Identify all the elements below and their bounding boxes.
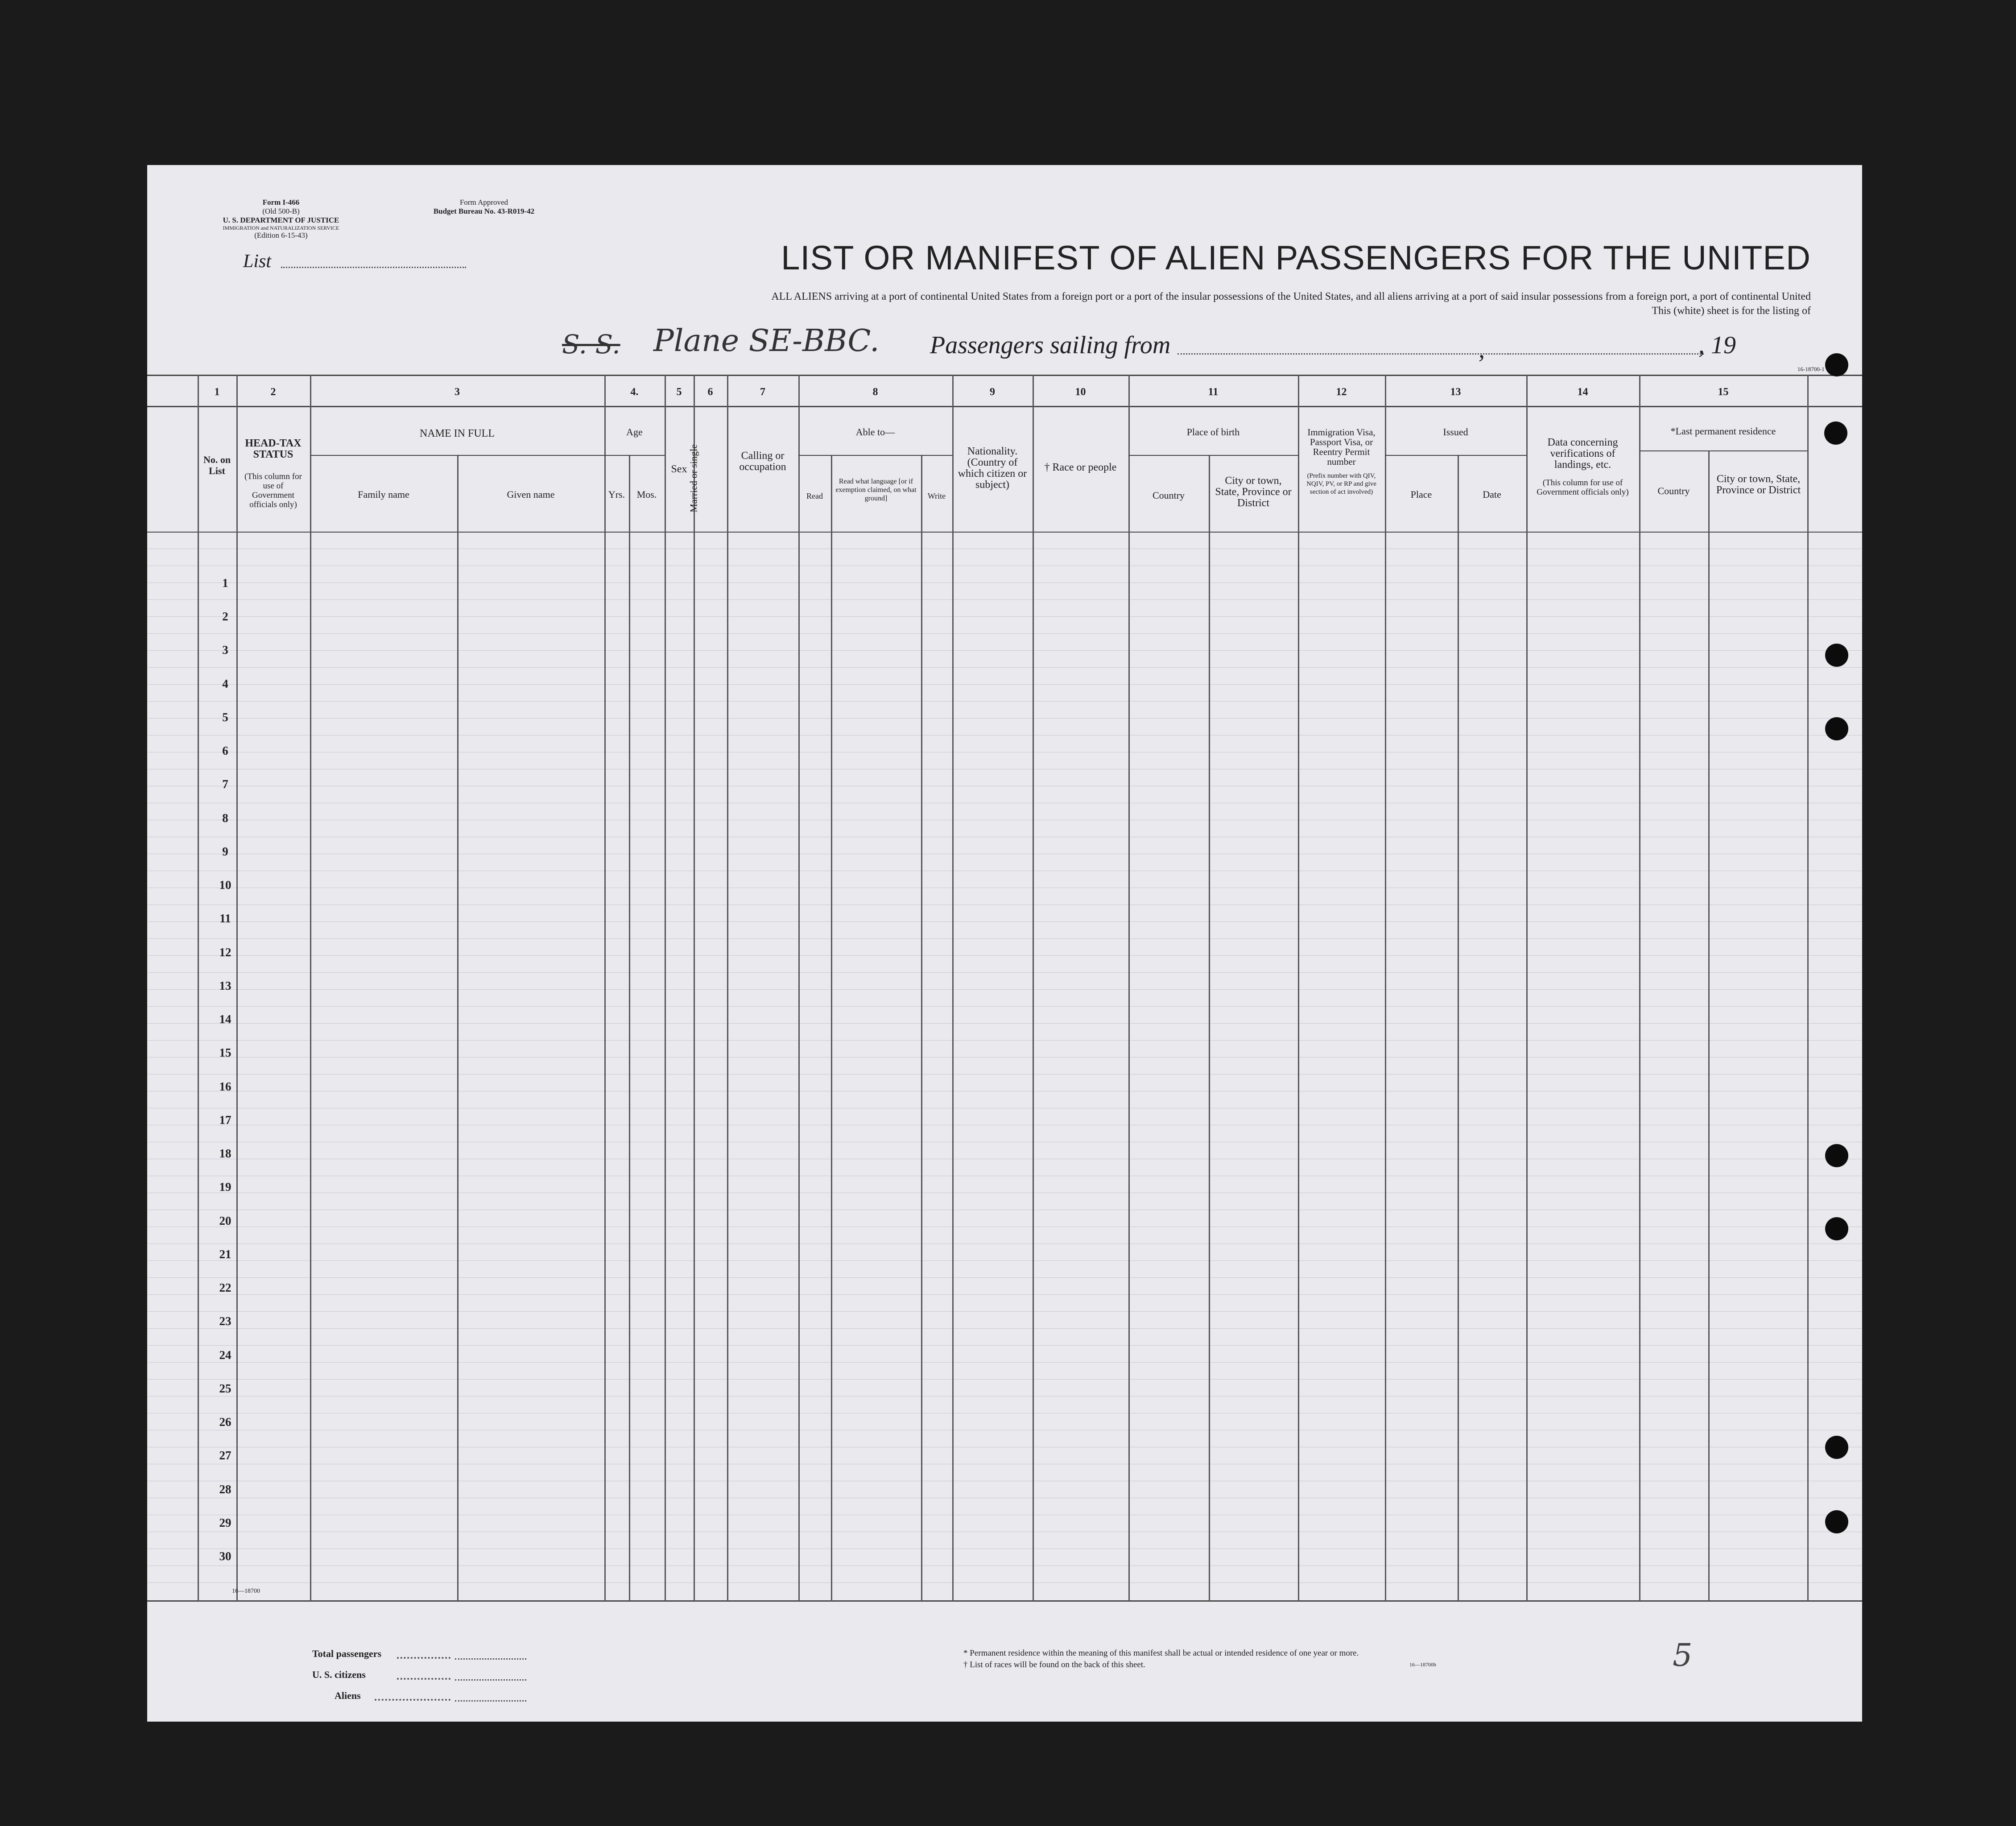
ruled-line: [147, 667, 1862, 668]
header-family-name: Family name: [358, 489, 409, 500]
header-age: Age: [626, 426, 643, 438]
column-number: 6: [707, 386, 713, 398]
form-edition: (Edition 6-15-43): [254, 231, 308, 240]
ruled-line: [147, 650, 1862, 651]
column-number: 15: [1718, 386, 1729, 398]
footnote-races: † List of races will be found on the back of this sheet.: [963, 1660, 1145, 1669]
row-number: 3: [222, 643, 228, 657]
instructions-line-2: This (white) sheet is for the listing of: [1652, 305, 1811, 317]
row-number: 15: [219, 1046, 231, 1059]
punch-hole: [1825, 1217, 1848, 1240]
column-divider: [1708, 450, 1710, 1601]
header-married-or-single: Married or single: [688, 444, 699, 512]
column-number: 11: [1208, 386, 1219, 398]
header-birth-city: City or town, State, Province or District: [1215, 475, 1292, 509]
residence-subheader-border: [1639, 450, 1807, 451]
ruled-line: [147, 1294, 1862, 1295]
column-divider: [1639, 375, 1640, 1601]
column-divider: [629, 455, 630, 1601]
header-given-name: Given name: [507, 489, 555, 500]
age-subheader-border: [604, 455, 665, 456]
row-number: 17: [219, 1113, 231, 1127]
column-divider: [952, 375, 954, 1601]
header-residence-country: Country: [1657, 485, 1690, 496]
ruled-line: [147, 1040, 1862, 1041]
header-birth-country: Country: [1152, 490, 1185, 501]
ruled-line: [147, 1243, 1862, 1244]
row-number: 12: [219, 946, 231, 959]
ruled-line: [147, 972, 1862, 973]
aliens-leader: [375, 1699, 450, 1701]
ruled-line: [147, 599, 1862, 600]
column-divider: [1526, 375, 1528, 1601]
row-number: 6: [222, 744, 228, 757]
column-divider: [457, 455, 459, 1601]
total-passengers-label: Total passengers: [312, 1648, 382, 1659]
header-no-on-list: No. on List: [203, 454, 231, 476]
ruled-line: [147, 1260, 1862, 1261]
column-divider: [198, 375, 199, 1601]
column-number: 5: [676, 386, 682, 398]
row-number: 7: [222, 777, 228, 791]
ruled-line: [147, 1345, 1862, 1346]
form-approved-label: Form Approved: [459, 198, 508, 207]
form-code: 16-18700-1: [1797, 366, 1825, 372]
row-number: 13: [219, 979, 231, 992]
row-number: 30: [219, 1549, 231, 1563]
column-number: 13: [1450, 386, 1461, 398]
us-citizens-leader: [397, 1678, 450, 1680]
header-read-language: Read what language [or if exemption claimed, on what ground]: [835, 478, 917, 502]
header-head-tax: HEAD-TAX STATUS: [245, 438, 302, 460]
able-subheader-border: [798, 455, 952, 456]
ruled-line: [147, 989, 1862, 990]
list-number-blank: [281, 267, 466, 268]
row-number: 22: [219, 1281, 231, 1294]
us-citizens-blank: [455, 1679, 526, 1681]
column-number: 3: [454, 386, 460, 398]
header-data-concerning: Data concerning verifications of landings, etc.: [1547, 437, 1618, 471]
manifest-title: LIST OR MANIFEST OF ALIEN PASSENGERS FOR THE UNITED: [781, 239, 1811, 277]
total-passengers-blank: [455, 1658, 526, 1660]
department-name: U. S. DEPARTMENT OF JUSTICE: [223, 216, 339, 224]
column-divider: [604, 375, 606, 1601]
column-divider: [1807, 375, 1809, 1601]
name-subheader-border: [310, 455, 604, 456]
header-issued-place: Place: [1410, 489, 1432, 500]
column-number: 2: [270, 386, 276, 398]
column-divider: [310, 375, 311, 1601]
row-number: 14: [219, 1012, 231, 1026]
column-number: 12: [1336, 386, 1347, 398]
row-number: 27: [219, 1449, 231, 1462]
header-visa: Immigration Visa, Passport Visa, or Reentry Permit number: [1307, 427, 1376, 467]
instructions-line-1: ALL ALIENS arriving at a port of continental United States from a foreign port or a port of the insular possessions of the United States, and all aliens arriving at a port of said insular possessions from a foreign port, a port of continental United: [771, 291, 1811, 302]
aliens-label: Aliens: [335, 1690, 361, 1701]
column-number: 8: [872, 386, 878, 398]
row-number: 21: [219, 1248, 231, 1261]
row-number: 23: [219, 1314, 231, 1328]
vessel-name-handwritten: Plane SE-BBC.: [653, 323, 880, 359]
column-divider: [798, 375, 800, 1601]
header-residence-city: City or town, State, Province or District: [1716, 473, 1801, 496]
form-number: Form I-466: [262, 198, 300, 207]
birth-subheader-border: [1128, 455, 1298, 456]
ruled-line: [147, 921, 1862, 922]
column-divider: [665, 375, 666, 1601]
header-able-to: Able to—: [855, 426, 895, 438]
column-divider: [694, 375, 695, 1601]
ruled-line: [147, 1582, 1862, 1583]
list-label: List: [243, 251, 272, 272]
ruled-line: [147, 633, 1862, 634]
column-divider: [1385, 375, 1386, 1601]
column-divider: [831, 455, 832, 1601]
row-number: 20: [219, 1214, 231, 1227]
ruled-line: [147, 684, 1862, 685]
row-number: 25: [219, 1382, 231, 1395]
row-number: 19: [219, 1180, 231, 1194]
ruled-line: [147, 1023, 1862, 1024]
header-bottom-border: [147, 532, 1862, 533]
row-number: 9: [222, 845, 228, 858]
footnote-residence: * Permanent residence within the meaning of this manifest shall be actual or intended residence of one year or more.: [963, 1648, 1359, 1658]
column-number-border: [147, 406, 1862, 407]
punch-hole: [1825, 644, 1848, 667]
ruled-line: [147, 616, 1862, 617]
service-name: IMMIGRATION and NATURALIZATION SERVICE: [223, 225, 339, 231]
ss-label: S. S.: [562, 329, 620, 359]
handwritten-mark: 5: [1673, 1637, 1693, 1673]
ruled-line: [147, 1328, 1862, 1329]
column-number: 9: [990, 386, 995, 398]
ruled-line: [147, 1277, 1862, 1278]
punch-hole: [1824, 421, 1847, 445]
form-old-number: (Old 500-B): [262, 207, 300, 215]
header-race: † Race or people: [1044, 462, 1117, 473]
row-number: 2: [222, 610, 228, 623]
sailing-comma: ,: [1479, 336, 1485, 364]
punch-hole: [1825, 1510, 1848, 1533]
header-read: Read: [806, 492, 823, 500]
us-citizens-label: U. S. citizens: [312, 1669, 366, 1680]
ruled-line: [147, 701, 1862, 702]
header-issued: Issued: [1443, 426, 1468, 438]
header-head-tax-note: (This column for use of Government officials only): [244, 472, 302, 509]
header-last-residence: *Last permanent residence: [1670, 426, 1776, 437]
row-number: 11: [219, 912, 231, 925]
ruled-line: [147, 1379, 1862, 1380]
row-number: 1: [222, 576, 228, 590]
issued-subheader-border: [1385, 455, 1526, 456]
row-number: 29: [219, 1516, 231, 1529]
footnote-form-code: 16—18700b: [1409, 1661, 1436, 1668]
column-divider: [1298, 375, 1299, 1601]
ruled-line: [147, 938, 1862, 939]
sailing-date-blank: [1508, 353, 1704, 355]
column-number: 10: [1075, 386, 1086, 398]
sailing-year: , 19: [1698, 331, 1736, 359]
column-divider: [1209, 455, 1210, 1601]
row-number: 24: [219, 1348, 231, 1362]
header-write: Write: [927, 492, 946, 500]
header-nationality: Nationality. (Country of which citizen or subject): [958, 446, 1027, 491]
budget-bureau-number: Budget Bureau No. 43-R019-42: [433, 207, 535, 215]
column-divider: [1458, 455, 1459, 1601]
row-number: 26: [219, 1415, 231, 1429]
header-age-months: Mos.: [636, 489, 657, 500]
table-top-border: [147, 375, 1862, 376]
header-visa-note: (Prefix number with QIV, NQIV, PV, or RP and give section of act involved): [1306, 472, 1376, 496]
ruled-line: [147, 1311, 1862, 1312]
row-number: 28: [219, 1483, 231, 1496]
column-divider: [1033, 375, 1034, 1601]
column-number: 14: [1577, 386, 1588, 398]
header-sex: Sex: [671, 463, 687, 475]
row-number: 18: [219, 1147, 231, 1160]
punch-hole: [1825, 1436, 1848, 1459]
row-number: 5: [222, 711, 228, 724]
row-number: 16: [219, 1080, 231, 1093]
header-name-in-full: NAME IN FULL: [420, 428, 495, 439]
punch-hole: [1825, 353, 1848, 376]
column-number: 4.: [630, 386, 639, 398]
aliens-blank: [455, 1700, 526, 1702]
manifest-sheet: [147, 165, 1862, 1722]
header-data-note: (This column for use of Government officials only): [1537, 478, 1629, 497]
sailing-from-label: Passengers sailing from: [930, 331, 1171, 359]
row-number: 4: [222, 677, 228, 690]
column-divider: [921, 455, 922, 1601]
total-passengers-leader: [397, 1657, 450, 1659]
table-bottom-border: [147, 1600, 1862, 1602]
header-calling: Calling or occupation: [739, 450, 786, 473]
punch-hole: [1825, 717, 1848, 740]
row-number: 8: [222, 811, 228, 825]
row-number: 10: [219, 878, 231, 892]
ruled-line: [147, 1362, 1862, 1363]
header-age-years: Yrs.: [608, 489, 625, 500]
header-issued-date: Date: [1483, 489, 1501, 500]
header-place-of-birth: Place of birth: [1186, 426, 1240, 438]
ruled-line: [147, 718, 1862, 719]
column-divider: [727, 375, 728, 1601]
form-identifier: [214, 198, 348, 240]
bottom-form-code: 16—18700: [232, 1588, 260, 1595]
column-number: 1: [214, 386, 220, 398]
ruled-line: [147, 1057, 1862, 1058]
punch-hole: [1825, 1144, 1848, 1167]
ruled-line: [147, 1006, 1862, 1007]
column-number: 7: [760, 386, 765, 398]
column-divider: [1128, 375, 1130, 1601]
form-approval: [433, 198, 535, 216]
ruled-line: [147, 955, 1862, 956]
